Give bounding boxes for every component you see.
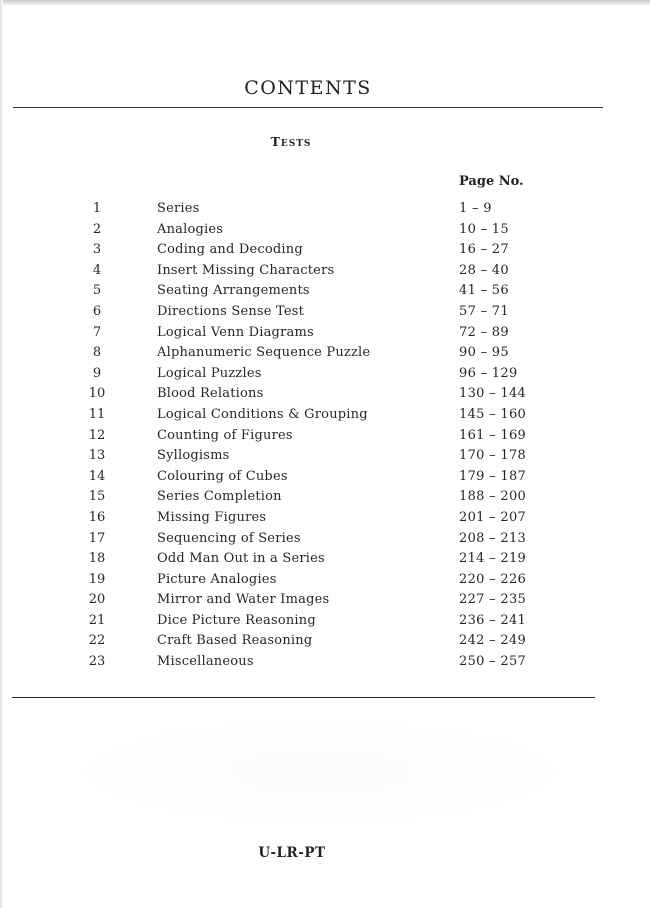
toc-pages: 161 – 169 [459,427,527,443]
toc-pages: 145 – 160 [459,406,527,422]
page-number-column-header: Page No. [459,174,524,189]
bottom-divider [12,697,595,698]
toc-title: Dice Picture Reasoning [157,612,316,628]
section-subtitle-text: Tests [270,134,312,149]
section-subtitle [0,134,582,149]
toc-row [0,531,650,552]
toc-number: 2 [92,221,102,237]
toc-row [0,572,650,593]
toc-number: 21 [88,612,106,628]
toc-number: 10 [88,386,106,402]
toc-title: Directions Sense Test [157,303,305,319]
toc-title: Logical Conditions & Grouping [157,406,368,422]
show-through-area [60,712,580,832]
page-top-edge [0,0,650,5]
toc-pages: 1 – 9 [459,201,492,216]
toc-number: 22 [88,633,106,649]
toc-row [0,469,650,490]
toc-title: Picture Analogies [157,571,277,587]
toc-title: Syllogisms [157,448,230,464]
toc-row [0,633,650,654]
toc-row [0,263,650,284]
toc-number: 5 [92,283,102,299]
toc-title: Odd Man Out in a Series [157,551,325,567]
toc-row [0,386,650,407]
toc-title: Colouring of Cubes [157,468,288,484]
toc-number: 9 [92,365,102,381]
toc-pages: 242 – 249 [459,633,527,649]
toc-row [0,366,650,387]
toc-title: Series [157,201,200,216]
toc-title: Craft Based Reasoning [157,633,313,649]
toc-row [0,551,650,572]
toc-pages: 57 – 71 [459,303,509,319]
toc-title: Mirror and Water Images [157,592,330,608]
toc-pages: 179 – 187 [459,468,527,484]
toc-number: 13 [88,448,106,464]
toc-pages: 72 – 89 [459,324,509,340]
toc-pages: 227 – 235 [459,592,527,608]
toc-title: Logical Venn Diagrams [157,324,314,340]
toc-pages: 41 – 56 [459,283,509,299]
toc-pages: 130 – 144 [459,386,527,402]
toc-pages: 170 – 178 [459,448,527,464]
toc-row [0,428,650,449]
toc-title: Alphanumeric Sequence Puzzle [157,345,371,361]
toc-pages: 96 – 129 [459,365,518,381]
toc-number: 11 [88,406,106,422]
page-title: CONTENTS [244,77,372,99]
toc-row [0,325,650,346]
toc-title: Missing Figures [157,509,267,525]
toc-row [0,510,650,531]
toc-title: Seating Arrangements [157,283,310,299]
toc-title: Blood Relations [157,386,264,402]
toc-number: 6 [92,303,102,319]
toc-pages: 236 – 241 [459,612,527,628]
toc-number: 15 [88,489,106,505]
toc-row [0,654,650,675]
toc-number: 19 [88,571,106,587]
toc-pages: 28 – 40 [459,262,509,278]
toc-pages: 250 – 257 [459,654,527,670]
toc-pages: 201 – 207 [459,509,527,525]
toc-row [0,283,650,304]
toc-pages: 214 – 219 [459,551,527,567]
toc-row [0,592,650,613]
toc-pages: 188 – 200 [459,489,527,505]
toc-number: 20 [88,592,106,608]
toc-number: 1 [92,201,102,216]
toc-title: Sequencing of Series [157,530,301,546]
toc-number: 12 [88,427,106,443]
toc-row [0,201,650,222]
toc-title: Counting of Figures [157,427,293,443]
toc-title: Analogies [157,221,224,237]
toc-number: 4 [92,262,102,278]
toc-pages: 90 – 95 [459,345,509,361]
toc-number: 8 [92,345,102,361]
toc-number: 16 [88,509,106,525]
toc-number: 23 [88,654,106,670]
toc-row [0,242,650,263]
footer-code: U-LR-PT [258,845,326,861]
toc-title: Logical Puzzles [157,365,262,381]
toc-row [0,448,650,469]
toc-pages: 16 – 27 [459,242,509,258]
toc-title: Coding and Decoding [157,242,303,258]
toc-number: 7 [92,324,102,340]
toc-number: 17 [88,530,106,546]
toc-pages: 10 – 15 [459,221,509,237]
toc-pages: 220 – 226 [459,571,527,587]
toc-pages: 208 – 213 [459,530,527,546]
toc-number: 18 [88,551,106,567]
toc-list [0,201,650,675]
toc-row [0,345,650,366]
toc-number: 3 [92,242,102,258]
toc-title: Insert Missing Characters [157,262,335,278]
top-divider [13,107,603,108]
toc-row [0,489,650,510]
toc-row [0,222,650,243]
toc-row [0,304,650,325]
toc-row [0,613,650,634]
toc-row [0,407,650,428]
toc-title: Series Completion [157,489,282,505]
toc-title: Miscellaneous [157,654,254,670]
toc-number: 14 [88,468,106,484]
